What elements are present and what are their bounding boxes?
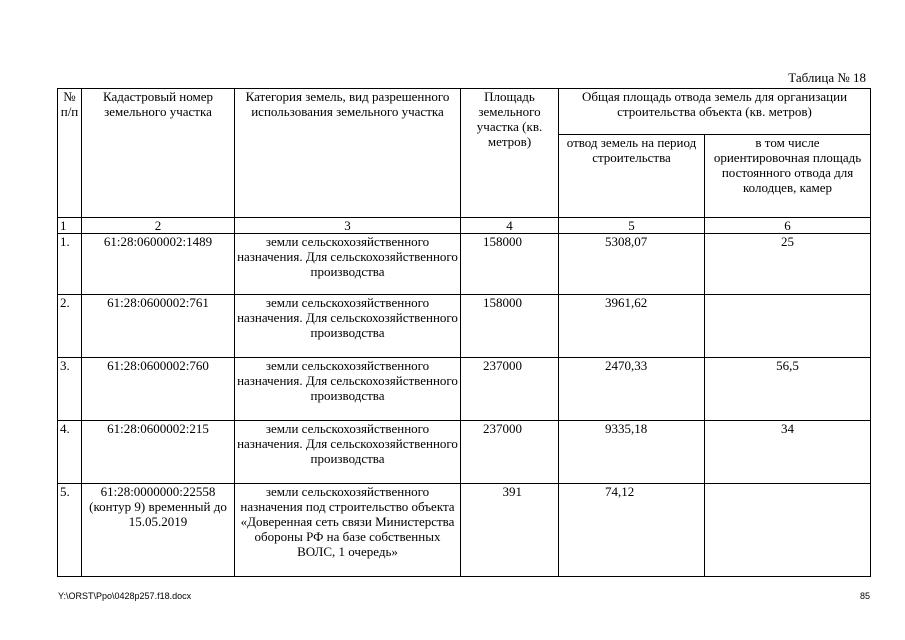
cell-row-number: 1. xyxy=(58,234,82,295)
cell-cadastral-number: 61:28:0600002:1489 xyxy=(82,234,235,295)
land-plots-table xyxy=(57,88,871,577)
table-row xyxy=(58,358,871,421)
header-col-number: № п/п xyxy=(58,89,82,218)
cell-land-category: земли сельскохозяйственного назначения. Для сельскохозяйственного производства xyxy=(235,358,461,421)
cell-temp-allotment: 2470,33 xyxy=(559,358,705,421)
cell-plot-area: 158000 xyxy=(461,234,559,295)
column-number-row xyxy=(58,218,871,234)
header-row-top xyxy=(58,89,871,135)
header-col-area: Площадь земельного участка (кв. метров) xyxy=(461,89,559,218)
cell-plot-area: 391 xyxy=(461,484,559,577)
cell-row-number: 2. xyxy=(58,295,82,358)
table-row xyxy=(58,421,871,484)
table-caption: Таблица № 18 xyxy=(788,70,866,85)
cell-land-category: земли сельскохозяйственного назначения под строительство объекта «Доверенная сеть связи Министерства обороны РФ на базе собственных ВОЛС, 1 очередь» xyxy=(235,484,461,577)
column-number: 3 xyxy=(235,218,461,234)
cell-temp-allotment: 5308,07 xyxy=(559,234,705,295)
cell-plot-area: 237000 xyxy=(461,421,559,484)
cell-cadastral-number: 61:28:0600002:760 xyxy=(82,358,235,421)
column-number: 4 xyxy=(461,218,559,234)
column-number: 1 xyxy=(58,218,82,234)
column-number: 5 xyxy=(559,218,705,234)
cell-row-number: 3. xyxy=(58,358,82,421)
table-row xyxy=(58,234,871,295)
cell-perm-allotment xyxy=(705,295,871,358)
cell-temp-allotment: 74,12 xyxy=(559,484,705,577)
cell-perm-allotment: 56,5 xyxy=(705,358,871,421)
cell-temp-allotment: 9335,18 xyxy=(559,421,705,484)
cell-row-number: 4. xyxy=(58,421,82,484)
cell-cadastral-number: 61:28:0000000:22558 (контур 9) временный до 15.05.2019 xyxy=(82,484,235,577)
header-col-perm-allotment: в том числе ориентировочная площадь постоянного отвода для колодцев, камер xyxy=(705,135,871,218)
footer-file-path: Y:\ORST\Ppo\0428p257.f18.docx xyxy=(58,591,192,601)
cell-cadastral-number: 61:28:0600002:215 xyxy=(82,421,235,484)
cell-row-number: 5. xyxy=(58,484,82,577)
cell-perm-allotment: 25 xyxy=(705,234,871,295)
cell-temp-allotment: 3961,62 xyxy=(559,295,705,358)
header-col-total-allotment: Общая площадь отвода земель для организации строительства объекта (кв. метров) xyxy=(559,89,871,135)
table-row xyxy=(58,484,871,577)
cell-perm-allotment xyxy=(705,484,871,577)
column-number: 6 xyxy=(705,218,871,234)
cell-land-category: земли сельскохозяйственного назначения. Для сельскохозяйственного производства xyxy=(235,295,461,358)
footer-page-number: 85 xyxy=(859,591,870,601)
column-number: 2 xyxy=(82,218,235,234)
cell-land-category: земли сельскохозяйственного назначения. Для сельскохозяйственного производства xyxy=(235,234,461,295)
cell-cadastral-number: 61:28:0600002:761 xyxy=(82,295,235,358)
header-col-category: Категория земель, вид разрешенного использования земельного участка xyxy=(235,89,461,218)
cell-land-category: земли сельскохозяйственного назначения. Для сельскохозяйственного производства xyxy=(235,421,461,484)
cell-plot-area: 237000 xyxy=(461,358,559,421)
header-col-cadastral: Кадастровый номер земельного участка xyxy=(82,89,235,218)
cell-plot-area: 158000 xyxy=(461,295,559,358)
table-row xyxy=(58,295,871,358)
header-col-temp-allotment: отвод земель на период строительства xyxy=(559,135,705,218)
cell-perm-allotment: 34 xyxy=(705,421,871,484)
